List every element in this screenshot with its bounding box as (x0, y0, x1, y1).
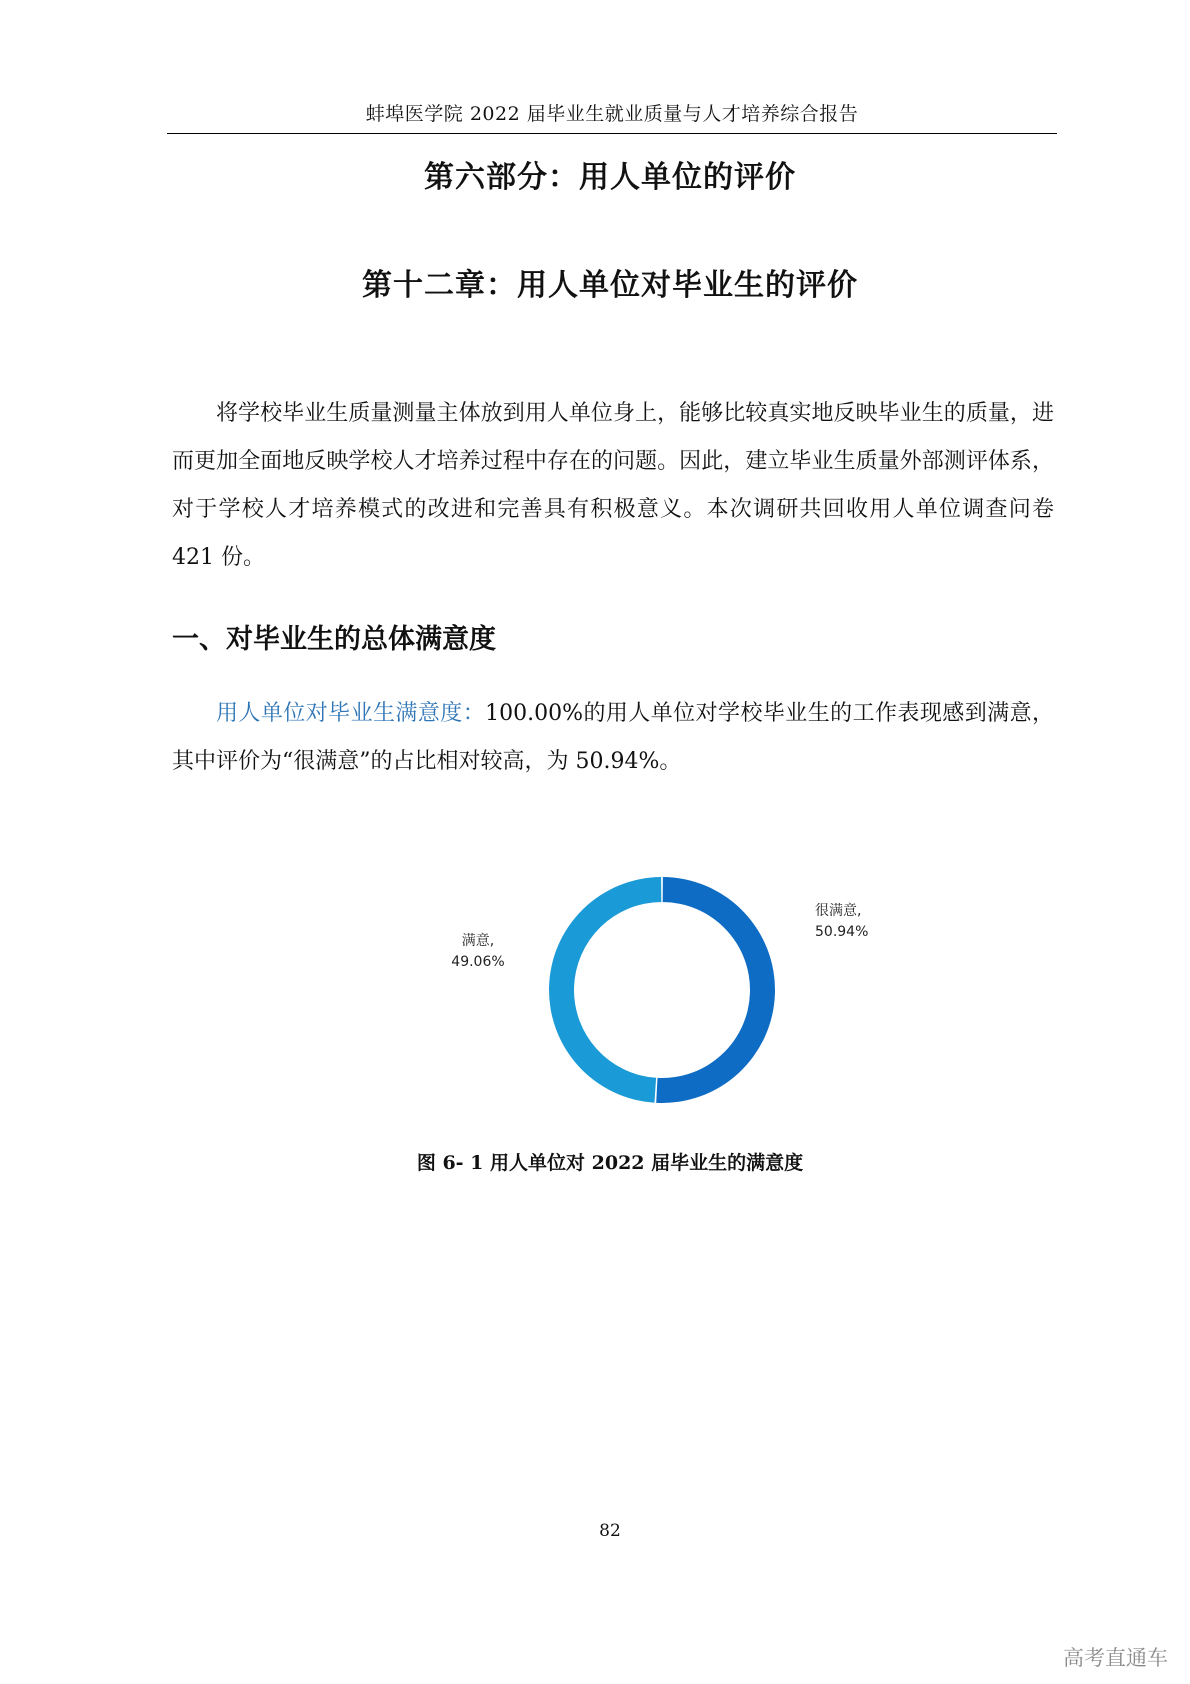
satisfaction-label: 用人单位对毕业生满意度： (216, 701, 486, 726)
figure-caption: 图 6- 1 用人单位对 2022 届毕业生的满意度 (416, 1152, 804, 1174)
section-title: 一、对毕业生的总体满意度 (172, 624, 496, 655)
slice-value-label-1: 49.06% (451, 954, 505, 970)
slice-value-label-0: 50.94% (815, 924, 869, 940)
satisfaction-text: 100.00%的用人单位对学校毕业生的工作表现感到满意，其中评价为“很满意”的占比相对较高，为 50.94%。 (172, 701, 1054, 774)
part-title: 第六部分：用人单位的评价 (424, 160, 796, 195)
header-rule (167, 133, 1057, 134)
satisfaction-paragraph (172, 690, 1054, 786)
chapter-title: 第十二章：用人单位对毕业生的评价 (362, 268, 858, 303)
slice-label-1: 满意, (461, 933, 495, 949)
running-header: 蚌埠医学院 2022 届毕业生就业质量与人才培养综合报告 (365, 103, 859, 125)
satisfaction-donut-chart (440, 860, 880, 1120)
watermark: 高考直通车 (1063, 1646, 1168, 1670)
donut-svg (440, 860, 880, 1120)
page-number: 82 (599, 1521, 621, 1541)
donut-slice-1 (549, 877, 661, 1103)
intro-paragraph: 将学校毕业生质量测量主体放到用人单位身上，能够比较真实地反映毕业生的质量，进而更加全面地反映学校人才培养过程中存在的问题。因此，建立毕业生质量外部测评体系，对于学校人才培养模式的改进和完善具有积极意义。本次调研共回收用人单位调查问卷 421 份。 (172, 401, 1054, 570)
donut-slice-0 (656, 877, 775, 1103)
slice-label-0: 很满意, (815, 903, 862, 919)
